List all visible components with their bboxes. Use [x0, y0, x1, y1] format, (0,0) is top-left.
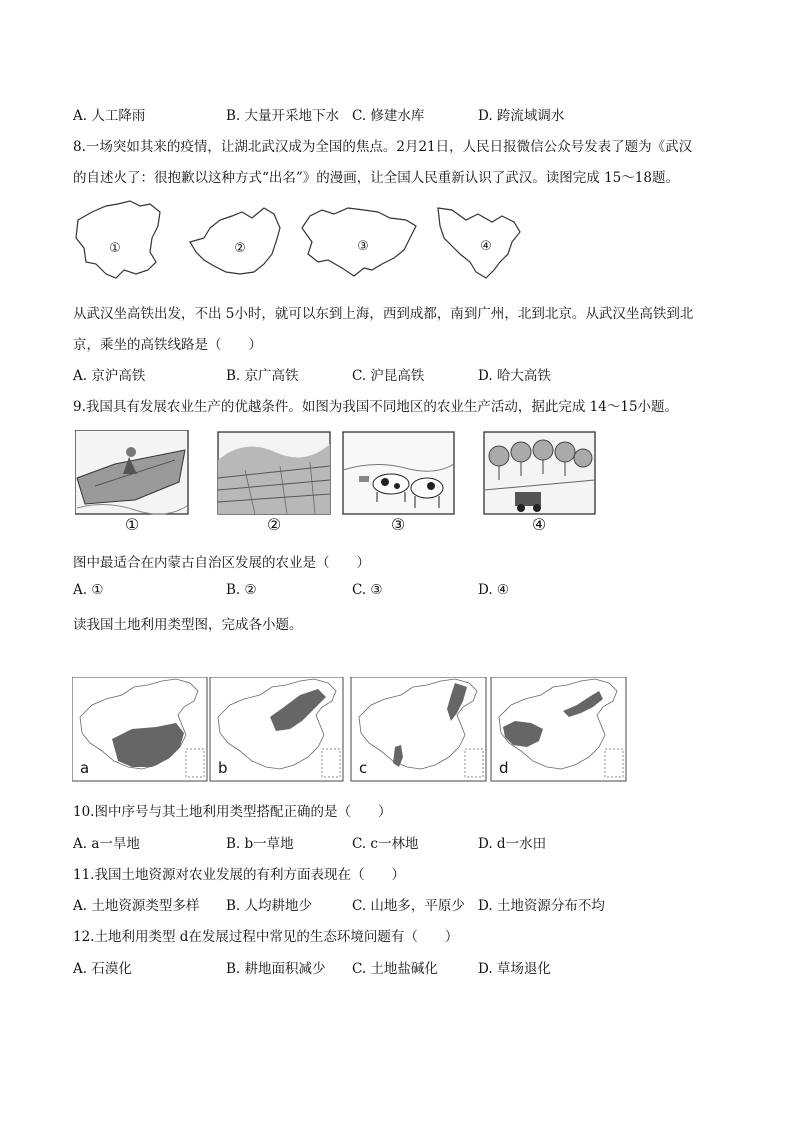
land-use-map-b	[210, 677, 343, 781]
q8-options	[73, 364, 733, 384]
q7-option-a[interactable]: A. 人工降雨	[73, 108, 146, 124]
land-use-label-b: b	[218, 759, 228, 777]
q8-option-a[interactable]: A. 京沪高铁	[73, 368, 146, 384]
land-use-label-c: c	[359, 759, 368, 777]
q9-question: 图中最适合在内蒙古自治区发展的农业是（ ）	[73, 555, 370, 571]
q10-option-a[interactable]: A. a一旱地	[73, 836, 140, 852]
land-use-intro: 读我国土地利用类型图，完成各小题。	[73, 617, 303, 633]
province-map-4	[438, 208, 520, 278]
province-label-2: ②	[234, 241, 246, 256]
q10-option-d[interactable]: D. d一水田	[478, 836, 547, 852]
land-use-map-c	[351, 677, 486, 781]
q11-option-d[interactable]: D. 土地资源分布不均	[478, 898, 605, 914]
q11-option-c[interactable]: C. 山地多，平原少	[352, 898, 465, 914]
q10-stem: 10.图中序号与其土地利用类型搭配正确的是（ ）	[73, 804, 392, 820]
farmland-illustration	[218, 432, 330, 514]
agri-label-2: ②	[266, 515, 282, 534]
q11-options	[73, 894, 733, 914]
q11-option-b[interactable]: B. 人均耕地少	[226, 898, 313, 914]
land-use-label-a: a	[80, 759, 90, 777]
q12-option-c[interactable]: C. 土地盐碱化	[352, 961, 438, 977]
q12-options	[73, 957, 733, 977]
q10-options	[73, 832, 733, 852]
q12-stem: 12.土地利用类型 d在发展过程中常见的生态环境问题有（ ）	[73, 929, 459, 945]
province-label-1: ①	[109, 241, 121, 256]
q9-option-a[interactable]: A. ①	[73, 582, 104, 598]
province-label-4: ④	[480, 239, 492, 254]
land-use-map-a	[72, 677, 207, 781]
dairy-cows-illustration	[343, 432, 454, 514]
q8-question-line-1: 从武汉坐高铁出发，不出 5小时，就可以东到上海，西到成都，南到广州，北到北京。从武汉坐高铁到北	[73, 306, 694, 322]
q7-options	[73, 104, 733, 124]
province-map-1	[76, 201, 160, 278]
agri-label-3: ③	[390, 515, 406, 534]
agriculture-illustrations	[75, 430, 605, 538]
orchard-illustration	[484, 432, 595, 514]
q11-stem: 11.我国土地资源对农业发展的有利方面表现在（ ）	[73, 867, 405, 883]
land-use-map-d	[491, 677, 626, 781]
q7-option-c[interactable]: C. 修建水库	[352, 108, 425, 124]
q9-option-d[interactable]: D. ④	[478, 582, 510, 598]
q8-question-line-2: 京，乘坐的高铁线路是（ ）	[73, 337, 262, 353]
q8-option-c[interactable]: C. 沪昆高铁	[352, 368, 425, 384]
q8-option-b[interactable]: B. 京广高铁	[226, 368, 299, 384]
province-label-3: ③	[357, 239, 369, 254]
fishing-boat-illustration	[75, 430, 188, 514]
q12-option-d[interactable]: D. 草场退化	[478, 961, 551, 977]
q9-options	[73, 582, 733, 602]
q7-option-b[interactable]: B. 大量开采地下水	[226, 108, 340, 124]
q8-stem-line-2: 的自述火了：很抱歉以这种方式“出名”》的漫画，让全国人民重新认识了武汉。读图完成 15～18题。	[73, 170, 679, 186]
land-use-label-d: d	[499, 759, 509, 777]
q10-option-c[interactable]: C. c一林地	[352, 836, 419, 852]
q7-option-d[interactable]: D. 跨流域调水	[478, 108, 565, 124]
q8-stem-line-1: 8.一场突如其来的疫情，让湖北武汉成为全国的焦点。2月21日，人民日报微信公众号发表了题为《武汉	[73, 139, 693, 155]
q9-option-b[interactable]: B. ②	[226, 582, 257, 598]
q11-option-a[interactable]: A. 土地资源类型多样	[73, 898, 200, 914]
q12-option-a[interactable]: A. 石漠化	[73, 961, 132, 977]
q12-option-b[interactable]: B. 耕地面积减少	[226, 961, 326, 977]
q9-stem: 9.我国具有发展农业生产的优越条件。如图为我国不同地区的农业生产活动，据此完成 14～15小题。	[73, 399, 679, 415]
q8-option-d[interactable]: D. 哈大高铁	[478, 368, 551, 384]
agri-label-1: ①	[124, 515, 140, 534]
agri-label-4: ④	[531, 515, 547, 534]
q10-option-b[interactable]: B. b一草地	[226, 836, 294, 852]
province-outline-maps	[72, 198, 532, 286]
land-use-maps	[72, 677, 628, 783]
q9-option-c[interactable]: C. ③	[352, 582, 383, 598]
